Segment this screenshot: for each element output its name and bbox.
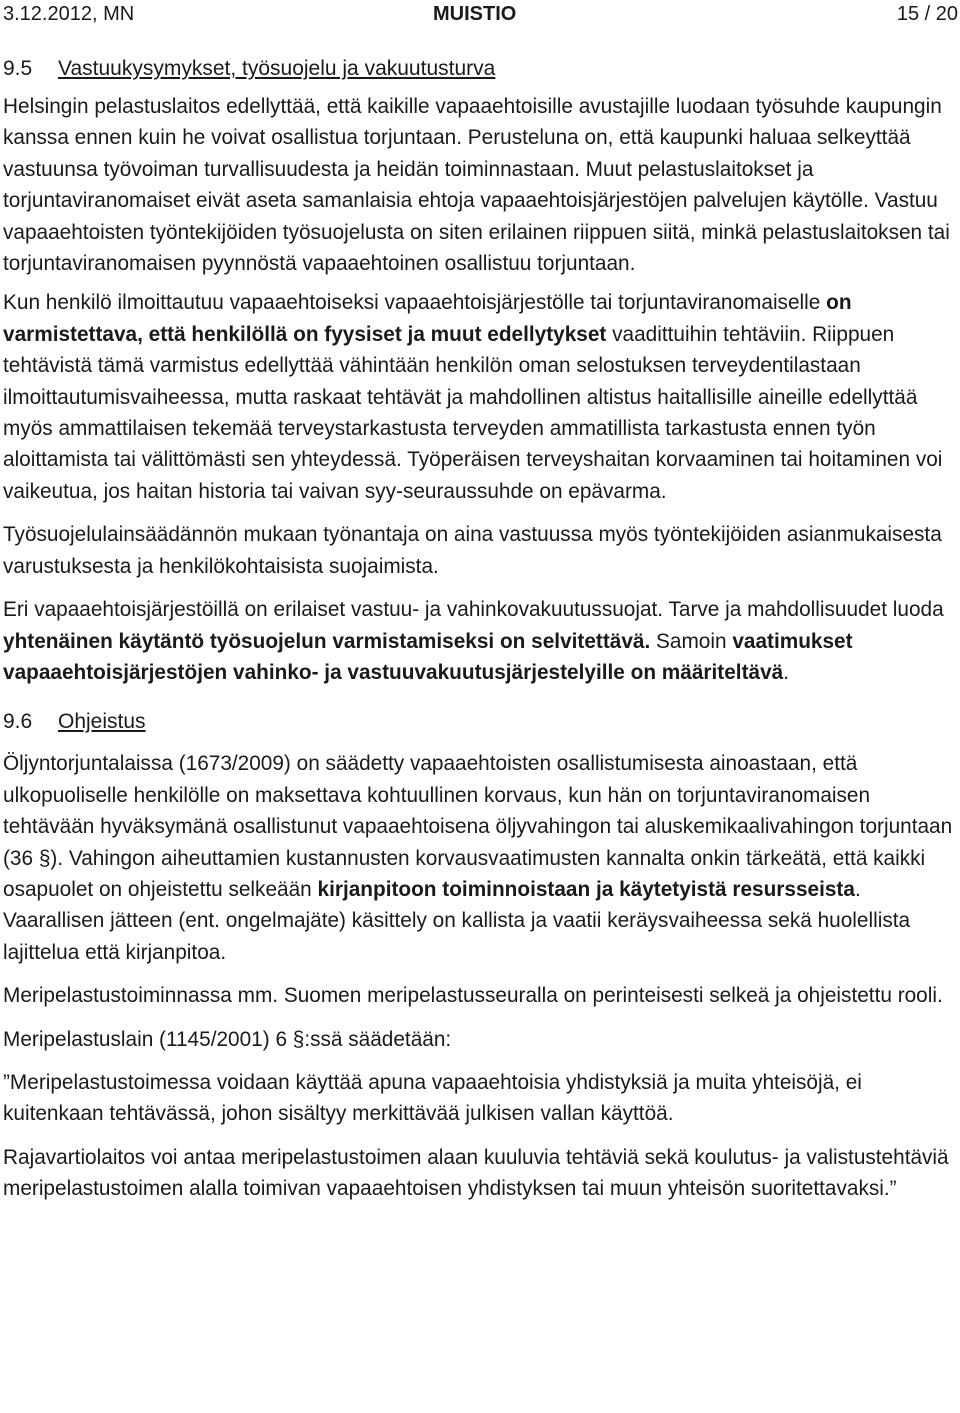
section-title: Vastuukysymykset, työsuojelu ja vakuutusturva bbox=[58, 57, 496, 80]
bold-text: yhtenäinen käytäntö työsuojelun varmistamiseksi on selvitettävä. bbox=[3, 629, 651, 653]
section-number: 9.6 bbox=[3, 710, 33, 734]
paragraph: Helsingin pelastuslaitos edellyttää, että kaikille vapaaehtoisille avustajille luodaan työsuhde kaupungin kanssa ennen kuin he voivat osallistua torjuntaan. Perusteluna on, että kaupunki haluaa selkeyttää vastuunsa työvoiman turvallisuudesta ja heidän toiminnastaan. Muut pelastuslaitokset ja torjuntaviranomaiset eivät aseta samanlaisia ehtoja vapaaehtoisjärjestöjen palvelujen käytölle. Vastuu vapaaehtoisten työntekijöiden työsuojelusta on siten erilainen riippuen siitä, minkä pelastuslaitoksen tai torjuntaviranomaisen pyynnöstä vapaaehtoinen osallistuu torjuntaan. bbox=[3, 95, 950, 276]
text-run: Eri vapaaehtoisjärjestöillä on erilaiset vastuu- ja vahinkovakuutussuojat. Tarve ja mahdollisuudet luoda bbox=[3, 598, 944, 622]
header-page-number: 15 / 20 bbox=[896, 3, 958, 25]
text-run: . Vaarallisen jätteen (ent. ongelmajäte) käsittely on kallista ja vaatii keräysvaiheessa sekä huolellista lajittelua että kirjanpitoa. bbox=[3, 877, 911, 964]
header-date: 3.12.2012, MN bbox=[3, 3, 135, 25]
quote-paragraph: Rajavartiolaitos voi antaa meripelastustoimen alaan kuuluvia tehtäviä sekä koulutus- ja valistustehtäviä meripelastustoimen alalla toimivan vapaaehtoisen yhdistyksen tai muun yhteisön suoritettavaksi.” bbox=[3, 1145, 949, 1201]
section-heading-9-6 bbox=[3, 708, 958, 736]
section-number: 9.5 bbox=[3, 57, 33, 80]
text-run: Samoin bbox=[650, 629, 733, 653]
paragraph: Työsuojelulainsäädännön mukaan työnantaja on aina vastuussa myös työntekijöiden asianmukaisesta varustuksesta ja henkilökohtaisista suojaimista. bbox=[3, 523, 942, 578]
paragraph: Meripelastustoiminnassa mm. Suomen meripelastusseuralla on perinteisesti selkeä ja ohjeistettu rooli. bbox=[3, 984, 943, 1008]
section-title: Ohjeistus bbox=[58, 710, 146, 734]
bold-text: on varmistettava, että henkilöllä on fyysiset ja muut edellytykset bbox=[3, 291, 852, 346]
paragraph: Meripelastuslain (1145/2001) 6 §:ssä säädetään: bbox=[3, 1027, 452, 1051]
paragraph bbox=[3, 748, 958, 968]
header-doc-type: MUISTIO bbox=[433, 3, 517, 25]
text-run: Öljyntorjuntalaissa (1673/2009) on säädetty vapaaehtoisten osallistumisesta ainoastaan, että ulkopuoliselle henkilölle on maksettava kohtuullinen korvaus, kun hän on torjuntaviranomaisen tehtävään hyväksymänä osallistunut vapaaehtoisena öljyvahingon tai aluskemikaalivahingon torjuntaan (36 §). Vahingon aiheuttamien kustannusten korvausvaatimusten kannalta onkin tärkeätä, että kaikki osapuolet on ohjeistettu selkeään bbox=[3, 752, 953, 901]
text-run: vaadittuihin tehtäviin. Riippuen tehtävistä tämä varmistus edellyttää vähintään henkilön oman selostuksen terveydentilastaan ilmoittautumisvaiheessa, mutta raskaat tehtävät ja mahdollinen altistus haitallisille aineille edellyttää myös ammattilaisen tekemää terveystarkastusta terveyden ammatillista tarkastusta ennen työn aloittamista tai välittömästi sen yhteydessä. Työperäisen terveyshaitan korvaaminen tai hoitaminen voi vaikeutua, jos haitan historia tai vaivan syy-seuraussuhde on epävarma. bbox=[3, 322, 943, 503]
text-run: Kun henkilö ilmoittautuu vapaaehtoiseksi vapaaehtoisjärjestölle tai torjuntaviranomaiselle bbox=[3, 291, 827, 315]
page-header bbox=[3, 0, 958, 30]
paragraph bbox=[3, 287, 958, 507]
quote-paragraph: ”Meripelastustoimessa voidaan käyttää apuna vapaaehtoisia yhdistyksiä ja muita yhteisöjä, ei kuitenkaan tehtävässä, johon sisältyy merkittävää julkisen vallan käyttöä. bbox=[3, 1070, 862, 1126]
section-heading-9-5 bbox=[3, 55, 958, 83]
document-page bbox=[3, 0, 958, 1205]
paragraph bbox=[3, 594, 958, 688]
bold-text: vaatimukset vapaaehtoisjärjestöjen vahinko- ja vastuuvakuutusjärjestelyille on määriteltävä bbox=[3, 629, 853, 684]
bold-text: kirjanpitoon toiminnoistaan ja käytetyistä resursseista bbox=[317, 877, 855, 901]
text-run: . bbox=[783, 660, 789, 684]
